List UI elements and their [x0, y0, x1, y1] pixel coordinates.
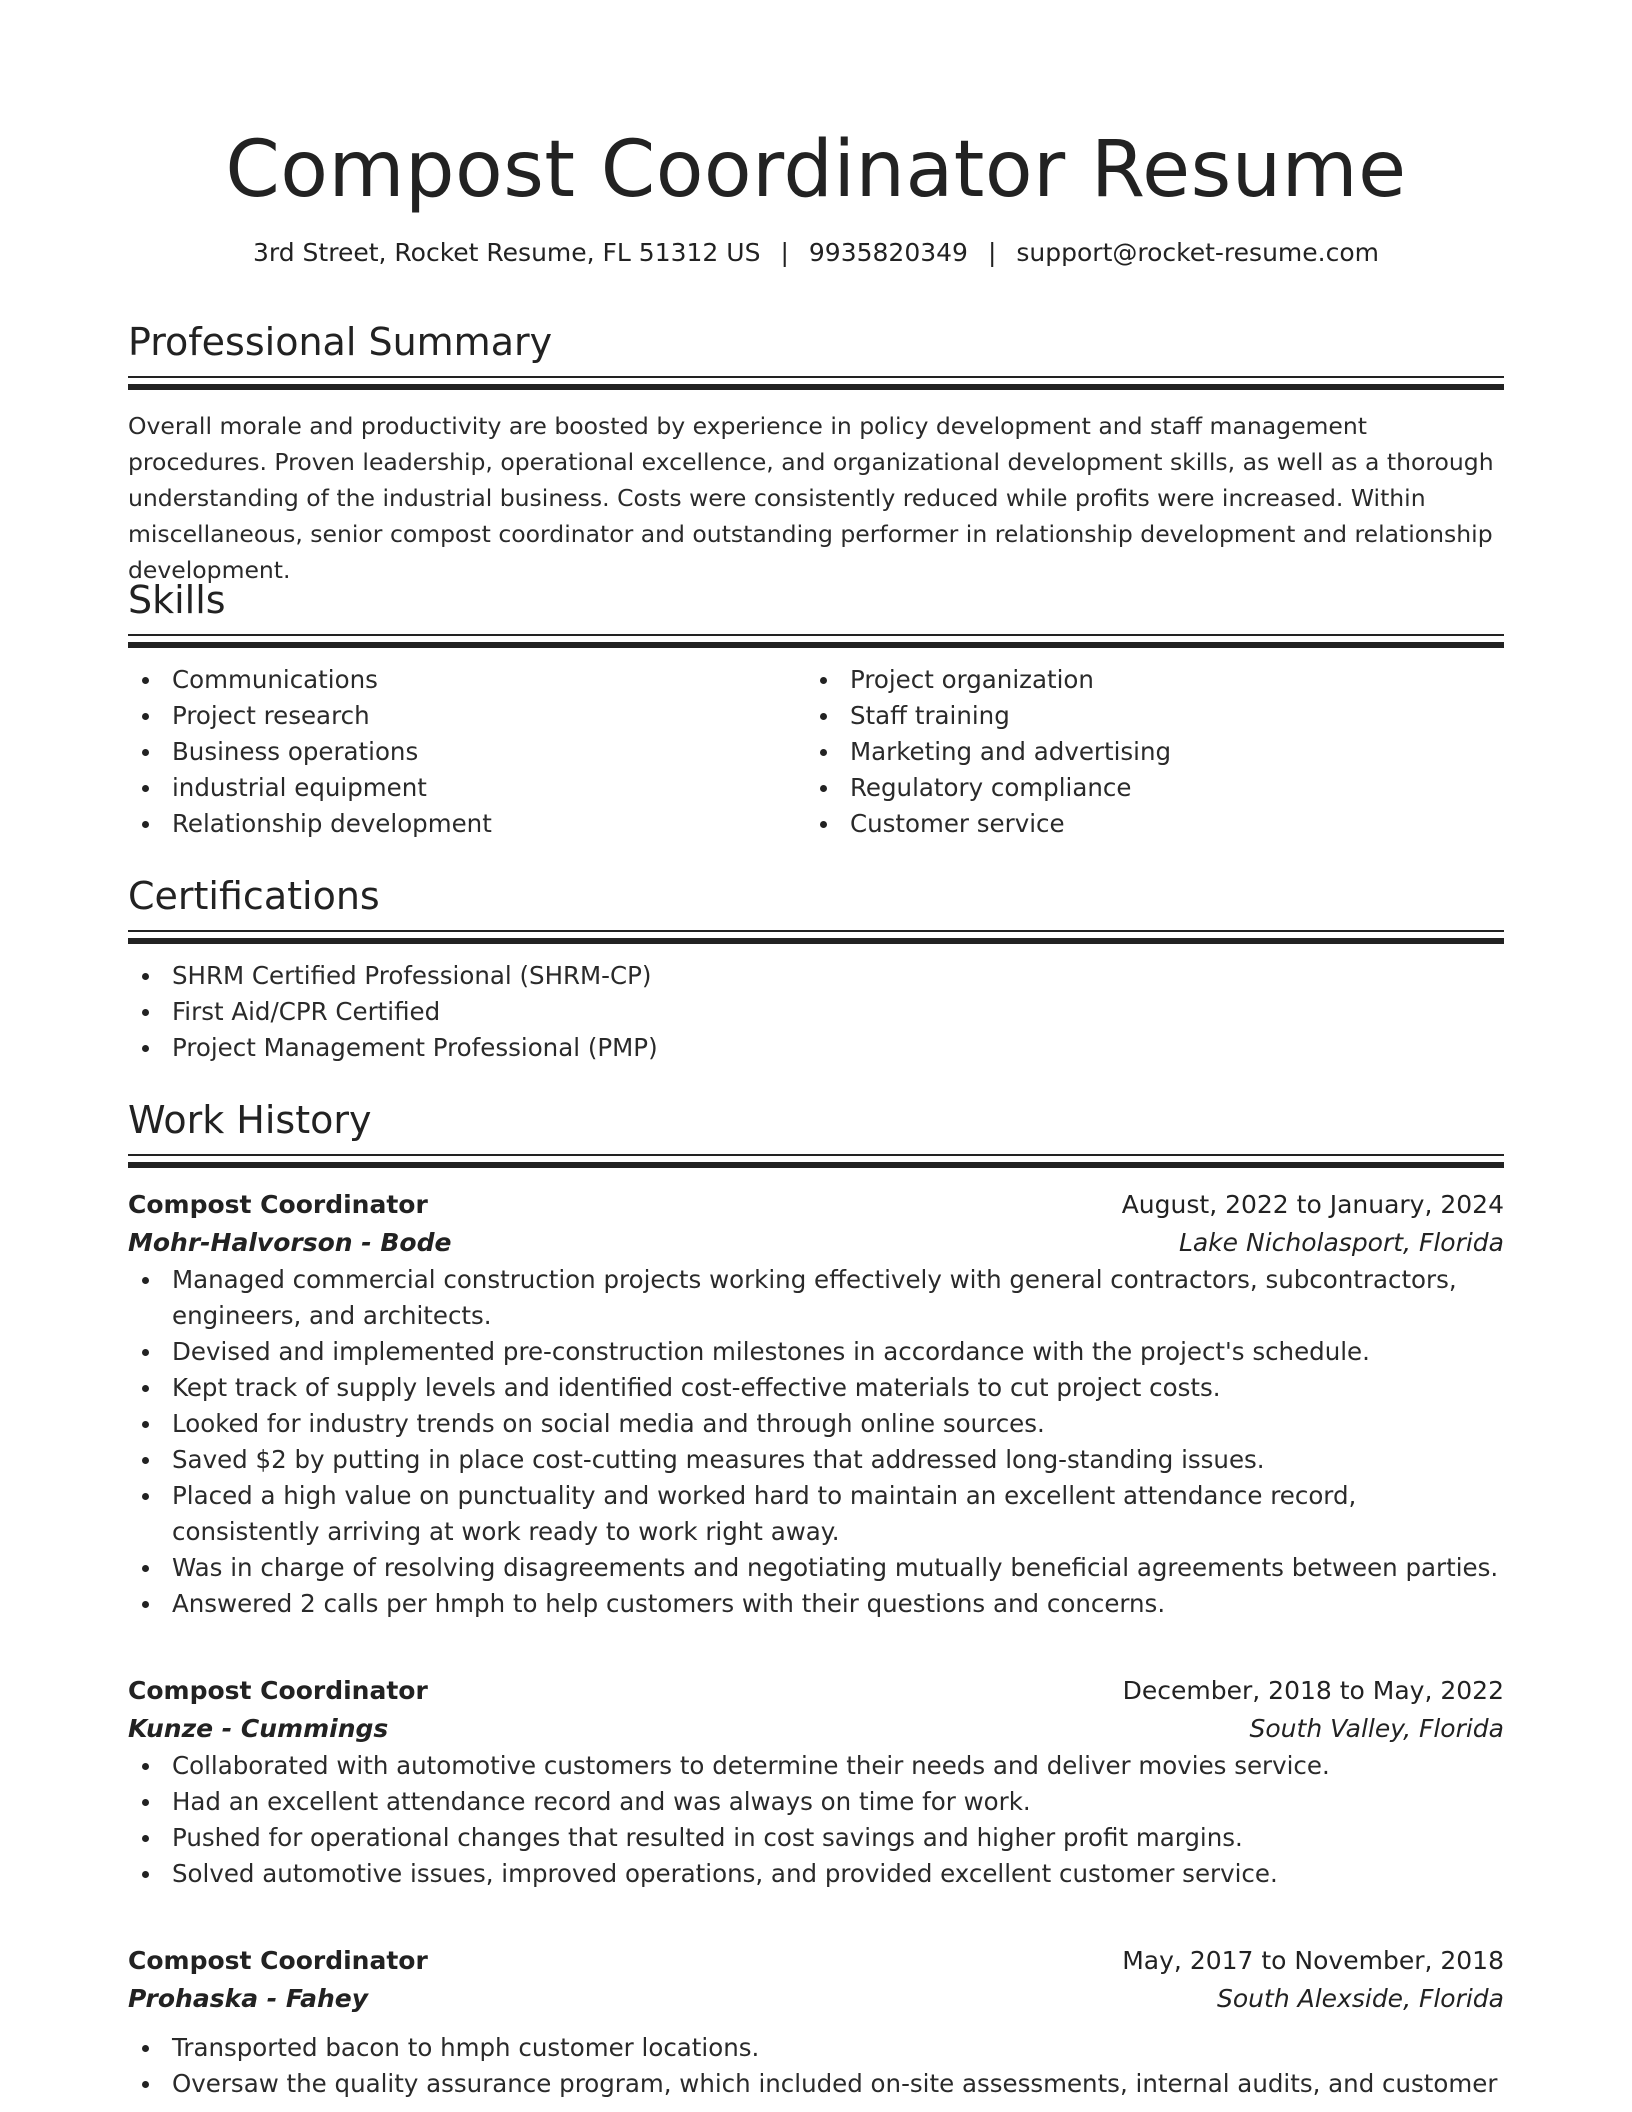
certifications-section	[128, 872, 1504, 1066]
job-subheader	[128, 1224, 1504, 1262]
job-title: Compost Coordinator	[128, 1190, 428, 1219]
job-bullet: Managed commercial construction projects working effectively with general contractors, subcontractors, engineers, and architects.	[128, 1262, 1504, 1334]
job-bullet: Looked for industry trends on social media and through online sources.	[128, 1406, 1504, 1442]
section-divider	[128, 1154, 1504, 1156]
job-subheader	[128, 1980, 1504, 2018]
job-subheader	[128, 1710, 1504, 1748]
section-heading-summary: Professional Summary	[128, 320, 553, 364]
job-bullet: Saved $2 by putting in place cost-cutting measures that addressed long-standing issues.	[128, 1442, 1504, 1478]
job-bullet-list	[128, 2030, 1504, 2102]
job-bullet-list	[128, 1262, 1504, 1622]
skill-item: Marketing and advertising	[806, 734, 1484, 770]
contact-phone: 9935820349	[808, 238, 968, 267]
section-heading-skills: Skills	[128, 578, 226, 622]
job-bullet: Answered 2 calls per hmph to help customers with their questions and concerns.	[128, 1586, 1504, 1622]
job-bullet: Solved automotive issues, improved operations, and provided excellent customer service.	[128, 1856, 1504, 1892]
job-dates: August, 2022 to January, 2024	[1121, 1190, 1504, 1219]
job-entry	[128, 1186, 1504, 1622]
contact-email[interactable]: support@rocket-resume.com	[1016, 238, 1379, 267]
section-divider	[128, 634, 1504, 636]
summary-section	[128, 318, 1504, 588]
skills-grid	[128, 662, 1504, 842]
summary-text: Overall morale and productivity are boosted by experience in policy development and staff management procedures. Proven leadership, operational excellence, and organizational development skills, as well as a thorough understanding of the industrial business. Costs were consistently reduced while profits were increased. Within miscellaneous, senior compost coordinator and outstanding performer in relationship development and relationship development.	[128, 412, 1494, 584]
job-bullet: Oversaw the quality assurance program, which included on-site assessments, internal audits, and customer	[128, 2066, 1504, 2102]
job-bullet: Collaborated with automotive customers to determine their needs and deliver movies service.	[128, 1748, 1504, 1784]
job-company: Kunze - Cummings	[128, 1714, 389, 1743]
skill-item: Staff training	[806, 698, 1484, 734]
skill-item: industrial equipment	[128, 770, 806, 806]
work-history-section	[128, 1096, 1504, 1156]
job-header	[128, 1186, 1504, 1224]
contact-address: 3rd Street, Rocket Resume, FL 51312 US	[253, 238, 761, 267]
job-bullet: Had an excellent attendance record and was always on time for work.	[128, 1784, 1504, 1820]
job-bullet-list	[128, 1748, 1504, 1892]
skills-left-list	[128, 662, 806, 842]
job-dates: December, 2018 to May, 2022	[1122, 1676, 1504, 1705]
job-title: Compost Coordinator	[128, 1946, 428, 1975]
skill-item: Regulatory compliance	[806, 770, 1484, 806]
job-bullet: Transported bacon to hmph customer locations.	[128, 2030, 1504, 2066]
contact-separator: |	[987, 238, 997, 267]
skill-item: Communications	[128, 662, 806, 698]
job-title: Compost Coordinator	[128, 1676, 428, 1705]
resume-page	[128, 0, 1504, 2098]
job-entry	[128, 1942, 1504, 2102]
skill-item: Business operations	[128, 734, 806, 770]
resume-title: Compost Coordinator Resume	[225, 125, 1407, 215]
job-location: South Valley, Florida	[1249, 1714, 1504, 1743]
certification-item: Project Management Professional (PMP)	[128, 1030, 1504, 1066]
certifications-list	[128, 958, 1504, 1066]
job-entry	[128, 1672, 1504, 1892]
certification-item: First Aid/CPR Certified	[128, 994, 1504, 1030]
job-header	[128, 1672, 1504, 1710]
job-bullet: Placed a high value on punctuality and worked hard to maintain an excellent attendance record, consistently arriving at work ready to work right away.	[128, 1478, 1504, 1550]
job-bullet: Devised and implemented pre-construction milestones in accordance with the project's schedule.	[128, 1334, 1504, 1370]
skill-item: Project research	[128, 698, 806, 734]
skill-item: Project organization	[806, 662, 1484, 698]
certification-item: SHRM Certified Professional (SHRM-CP)	[128, 958, 1504, 994]
skills-section	[128, 576, 1504, 842]
contact-separator: |	[780, 238, 789, 267]
skill-item: Customer service	[806, 806, 1484, 842]
skill-item: Relationship development	[128, 806, 806, 842]
job-bullet: Pushed for operational changes that resulted in cost savings and higher profit margins.	[128, 1820, 1504, 1856]
job-company: Mohr-Halvorson - Bode	[128, 1228, 452, 1257]
section-divider	[128, 376, 1504, 378]
job-location: South Alexside, Florida	[1217, 1984, 1504, 2013]
section-heading-work-history: Work History	[128, 1098, 372, 1142]
section-divider	[128, 930, 1504, 932]
job-location: Lake Nicholasport, Florida	[1178, 1228, 1504, 1257]
contact-line	[128, 236, 1504, 270]
section-heading-certifications: Certifications	[128, 874, 380, 918]
skills-right-list	[806, 662, 1484, 842]
job-header	[128, 1942, 1504, 1980]
job-bullet: Kept track of supply levels and identified cost-effective materials to cut project costs.	[128, 1370, 1504, 1406]
job-dates: May, 2017 to November, 2018	[1122, 1946, 1504, 1975]
job-bullet: Was in charge of resolving disagreements and negotiating mutually beneficial agreements between parties.	[128, 1550, 1504, 1586]
job-company: Prohaska - Fahey	[128, 1984, 369, 2013]
